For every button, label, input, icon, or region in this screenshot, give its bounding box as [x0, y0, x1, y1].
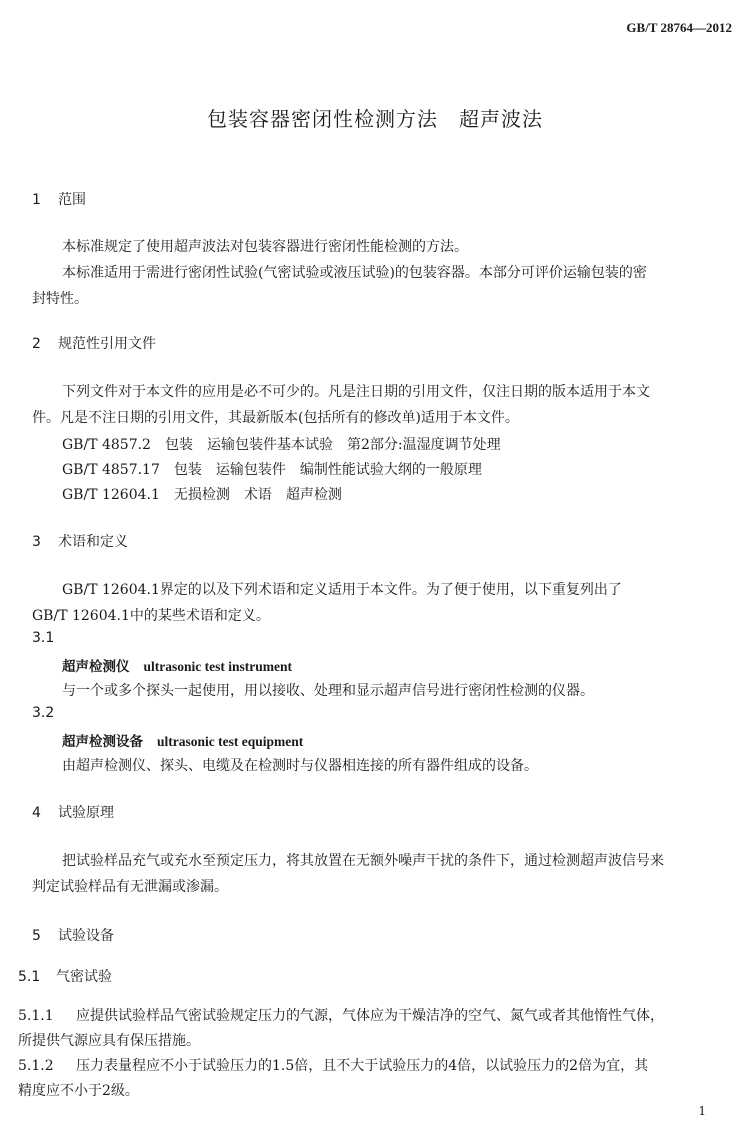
page-number: 1: [698, 1104, 706, 1118]
term-zh: 超声检测仪: [62, 659, 130, 675]
term-heading: [62, 655, 292, 675]
clause-5-1-2: [18, 1055, 648, 1075]
paragraph-line: 下列文件对于本文件的应用是必不可少的。凡是注日期的引用文件，仅注日期的版本适用于本文: [62, 384, 650, 400]
term-definition: 与一个或多个探头一起使用，用以接收、处理和显示超声信号进行密闭性检测的仪器。: [62, 683, 594, 699]
section-title: 范围: [58, 192, 86, 208]
section-number: 1: [32, 192, 41, 208]
section-2-heading: [32, 333, 156, 353]
section-number: 3: [32, 534, 41, 550]
paragraph-line: 本标准适用于需进行密闭性试验(气密试验或液压试验)的包装容器。本部分可评价运输包装的密: [62, 265, 647, 281]
term-heading: [62, 730, 303, 750]
section-number: 4: [32, 805, 41, 821]
clause-text: 应提供试验样品气密试验规定压力的气源，气体应为干燥洁净的空气、氮气或者其他惰性气体，: [76, 1008, 664, 1024]
section-1-heading: [32, 189, 86, 209]
reference-item: GB/T 4857.17 包装 运输包装件 编制性能试验大纲的一般原理: [62, 462, 482, 478]
section-title: 试验设备: [58, 928, 114, 944]
section-title: 术语和定义: [58, 534, 128, 550]
subsection-5-1-heading: [18, 966, 112, 986]
section-number: 2: [32, 336, 41, 352]
reference-item: GB/T 12604.1 无损检测 术语 超声检测: [62, 487, 342, 503]
section-number: 5.1: [18, 969, 41, 985]
clause-text: 压力表量程应不小于试验压力的1.5倍，且不大于试验压力的4倍，以试验压力的2倍为宜，其: [76, 1058, 649, 1074]
clause-5-1-1: [18, 1005, 664, 1025]
section-4-heading: [32, 802, 114, 822]
section-title: 试验原理: [58, 805, 114, 821]
term-number: 3.1: [32, 630, 55, 646]
section-5-heading: [32, 925, 114, 945]
paragraph-line: 所提供气源应具有保压措施。: [18, 1033, 200, 1049]
section-3-heading: [32, 531, 128, 551]
section-title: 规范性引用文件: [58, 336, 156, 352]
term-en: ultrasonic test instrument: [143, 659, 292, 674]
paragraph-line: 件。凡是不注日期的引用文件，其最新版本(包括所有的修改单)适用于本文件。: [32, 410, 519, 426]
paragraph-line: 把试验样品充气或充水至预定压力，将其放置在无额外噪声干扰的条件下，通过检测超声波信号来: [62, 853, 664, 869]
paragraph-line: GB/T 12604.1界定的以及下列术语和定义适用于本文件。为了便于使用，以下重复列出了: [62, 582, 622, 598]
paragraph-line: 封特性。: [32, 291, 88, 307]
term-definition: 由超声检测仪、探头、电缆及在检测时与仪器相连接的所有器件组成的设备。: [62, 758, 538, 774]
clause-number: 5.1.2: [18, 1058, 54, 1074]
term-zh: 超声检测设备: [62, 734, 143, 750]
reference-item: GB/T 4857.2 包装 运输包装件基本试验 第2部分:温湿度调节处理: [62, 437, 501, 453]
paragraph-line: 判定试验样品有无泄漏或渗漏。: [32, 879, 228, 895]
term-number: 3.2: [32, 705, 55, 721]
section-number: 5: [32, 928, 41, 944]
paragraph-line: 本标准规定了使用超声波法对包装容器进行密闭性能检测的方法。: [62, 239, 468, 255]
paragraph-line: 精度应不小于2级。: [18, 1083, 139, 1099]
term-en: ultrasonic test equipment: [157, 734, 304, 749]
page-title: 包装容器密闭性检测方法 超声波法: [207, 107, 543, 131]
paragraph-line: GB/T 12604.1中的某些术语和定义。: [32, 608, 270, 624]
section-title: 气密试验: [56, 969, 112, 985]
clause-number: 5.1.1: [18, 1008, 54, 1024]
standard-code: GB/T 28764—2012: [626, 20, 732, 35]
